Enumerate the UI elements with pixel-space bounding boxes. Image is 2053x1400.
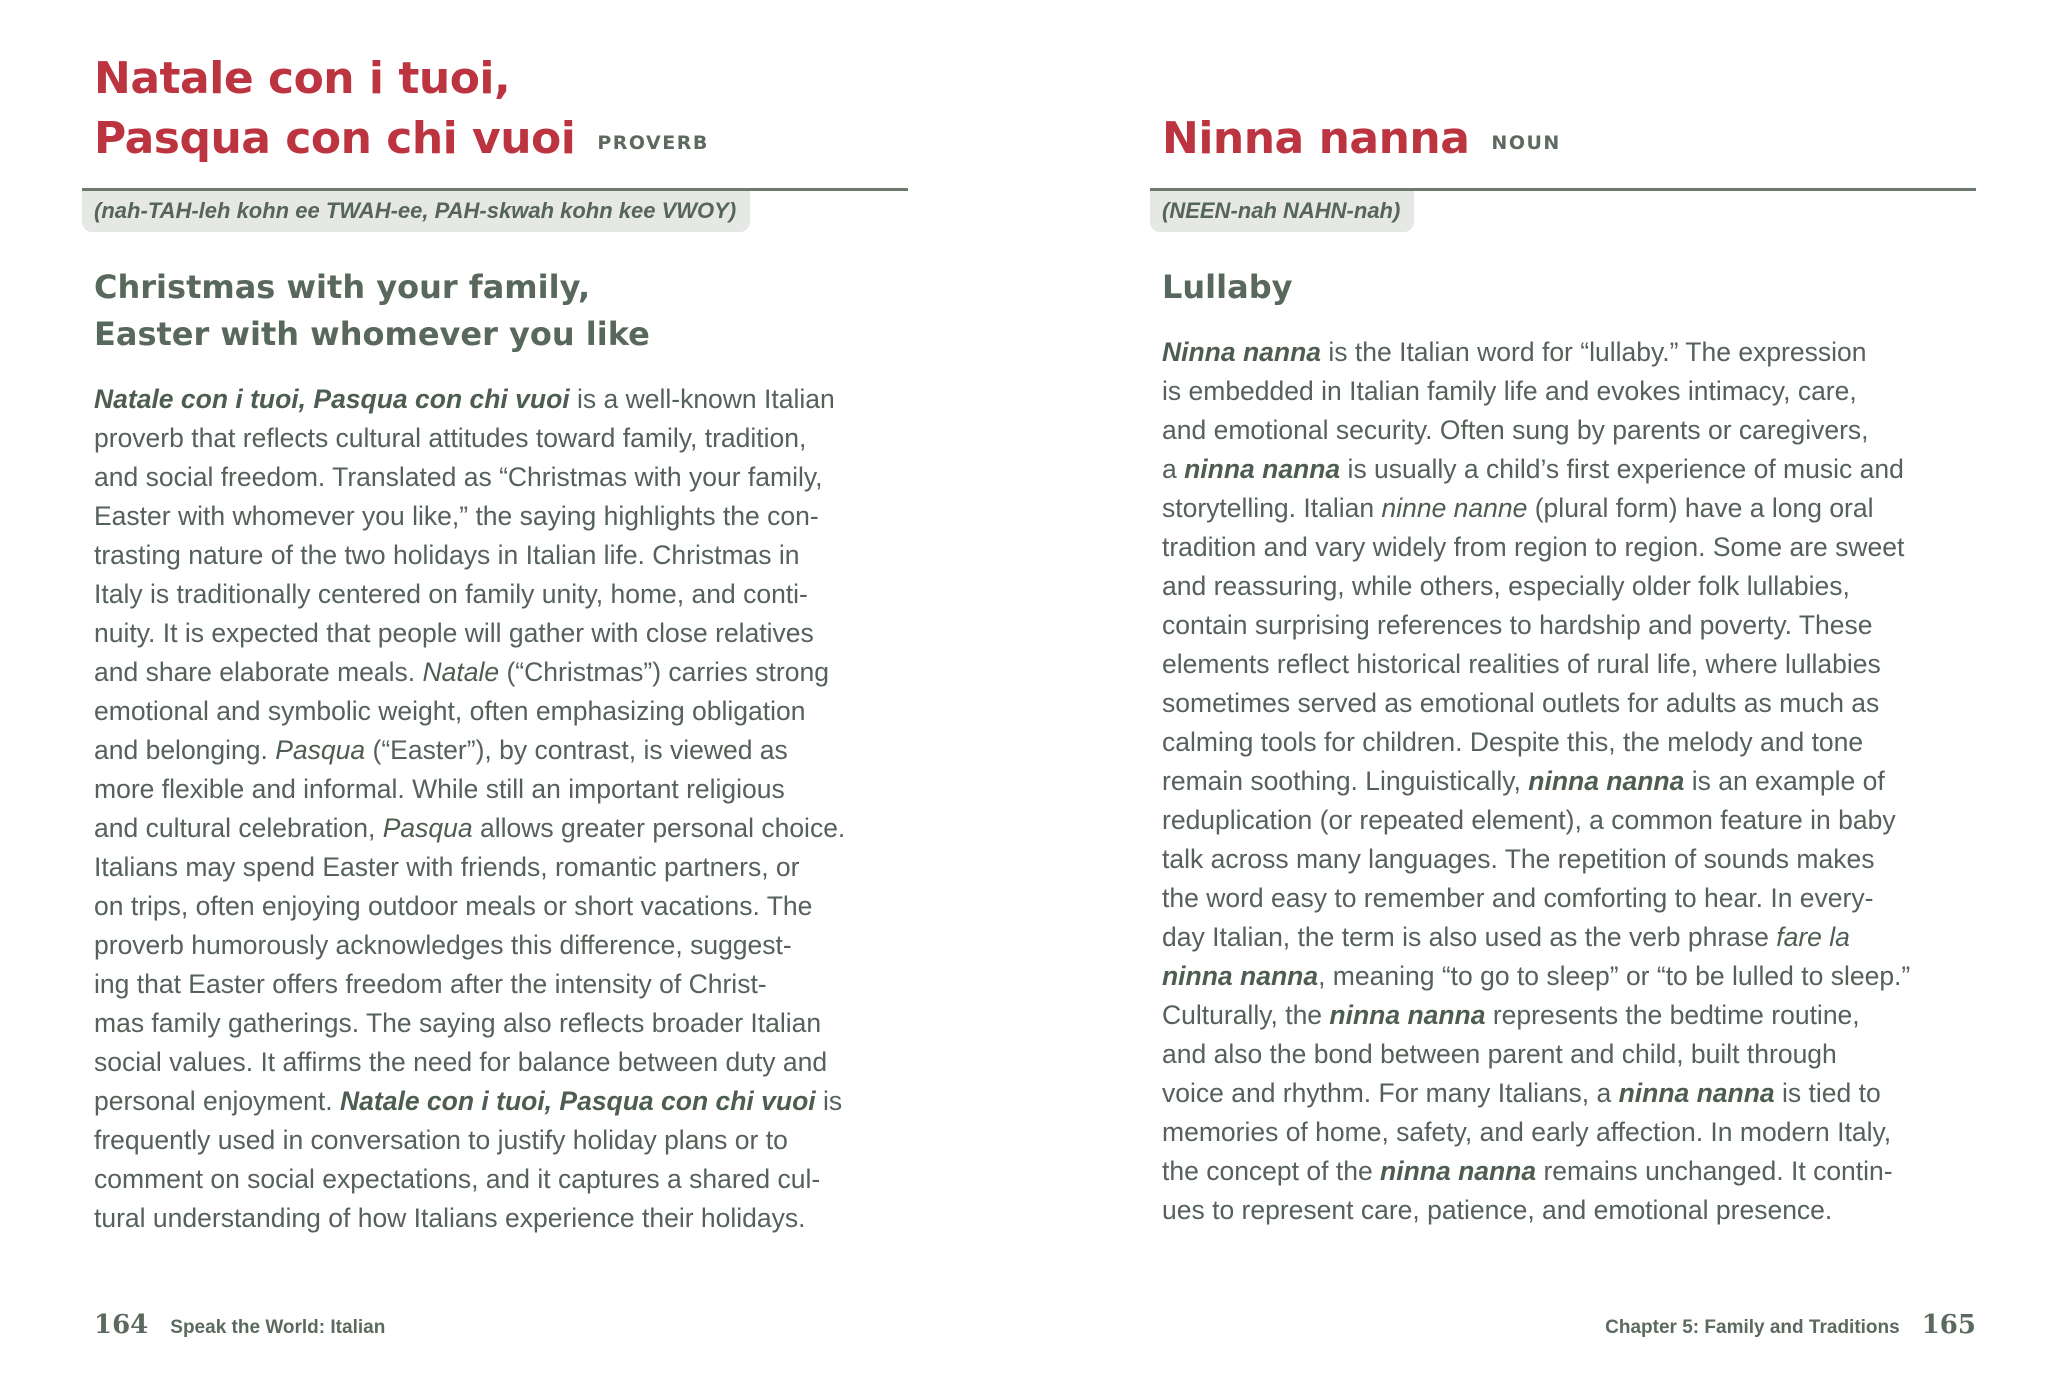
entry-body-text: Ninna nanna is the Italian word for “lullaby.” The expression is embedded in Italian family life and evokes intimacy, care, and emotional security. Often sung by parents or caregivers, a ninna nanna is usually a child’s first experience of music and storytelling. Italian ninne nanne (plural form) have a long oral tradition and vary widely from region to region. Some are sweet and reassuring, while others, especially older folk lullabies, contain surprising references to hardship and poverty. These elements reflect historical realities of rural life, where lullabies sometimes served as emotional outlets for adults as much as calming tools for children. Despite this, the melody and tone remain soothing. Linguistically, ninna nanna is an example of reduplication (or repeated element), a common feature in baby talk across many languages. The repetition of sounds makes the word easy to remember and comforting to hear. In every- day Italian, the term is also used as the verb phrase fare la ninna nanna, meaning “to go to sleep” or “to be lulled to sleep.” Culturally, the ninna nanna represents the bedtime routine, and also the bond between parent and child, built through voice and rhythm. For many Italians, a ninna nanna is tied to memories of home, safety, and early affection. In modern Italy, the concept of the ninna nanna remains unchanged. It contin- ues to represent care, patience, and emotional presence. [1162,337,1911,1225]
pronunciation-guide: (NEEN-nah NAHN-nah) [1150,191,1414,232]
emphasized-term: Natale con i tuoi, Pasqua con chi vuoi [94,384,570,414]
part-of-speech-label: PROVERB [597,132,709,154]
emphasized-term: ninna nanna [1184,454,1341,484]
italic-term: Pasqua [275,735,366,765]
italic-term: fare la [1776,922,1850,952]
entry-title [1162,109,1561,173]
emphasized-term: Natale con i tuoi, Pasqua con chi vuoi [340,1086,816,1116]
page-footer [94,1310,385,1340]
part-of-speech-label: NOUN [1491,132,1561,154]
emphasized-term: ninna nanna [1380,1156,1537,1186]
emphasized-term: ninna nanna [1618,1078,1775,1108]
right-page [1150,0,1976,1400]
emphasized-term: Ninna nanna [1162,337,1322,367]
left-page [82,0,908,1400]
entry-title-line-2 [94,109,709,173]
italic-term: ninne nanne [1381,493,1528,523]
entry-title-line-1: Natale con i tuoi, [94,53,511,104]
entry-body-text: Natale con i tuoi, Pasqua con chi vuoi is a well-known Italian proverb that reflects cultural attitudes toward family, tradition, and social freedom. Translated as “Christmas with your family, Easter with whomever you like,” the saying highlights the con- trasting nature of the two holidays in Italian life. Christmas in Italy is traditionally centered on family unity, home, and conti- nuity. It is expected that people will gather with close relatives and share elaborate meals. Natale (“Christmas”) carries strong emotional and symbolic weight, often emphasizing obligation and belonging. Pasqua (“Easter”), by contrast, is viewed as more flexible and informal. While still an important religious and cultural celebration, Pasqua allows greater personal choice. Italians may spend Easter with friends, romantic partners, or on trips, often enjoying outdoor meals or short vacations. The proverb humorously acknowledges this difference, suggest- ing that Easter offers freedom after the intensity of Christ- mas family gatherings. The saying also reflects broader Italian social values. It affirms the need for balance between duty and personal enjoyment. Natale con i tuoi, Pasqua con chi vuoi is frequently used in conversation to justify holiday plans or to comment on social expectations, and it captures a shared cul- tural understanding of how Italians experience their holidays. [94,384,846,1233]
italic-term: Pasqua [382,813,473,843]
italic-term: Natale [422,657,500,687]
page-footer [1605,1310,1976,1340]
entry-translation [94,264,908,358]
entry-translation-line-2: Easter with whomever you like [94,315,650,353]
entry-title-line-1 [1162,109,1561,173]
entry-translation-line-1: Christmas with your family, [94,268,591,306]
page-number: 165 [1921,1310,1976,1340]
entry-title-text: Ninna nanna [1162,113,1470,164]
running-head: Chapter 5: Family and Traditions [1605,1317,1900,1338]
entry-title-line-2-text: Pasqua con chi vuoi [94,113,576,164]
entry-header [82,0,908,188]
page-number: 164 [94,1310,149,1340]
entry-title [94,49,709,173]
emphasized-term: ninna nanna [1329,1000,1486,1030]
entry-header [1150,0,1976,188]
emphasized-term: ninna nanna [1162,961,1319,991]
emphasized-term: ninna nanna [1528,766,1685,796]
entry-translation: Lullaby [1162,268,1293,306]
pronunciation-guide: (nah-TAH-leh kohn ee TWAH-ee, PAH-skwah kohn kee VWOY) [82,191,750,232]
running-head: Speak the World: Italian [170,1317,386,1338]
